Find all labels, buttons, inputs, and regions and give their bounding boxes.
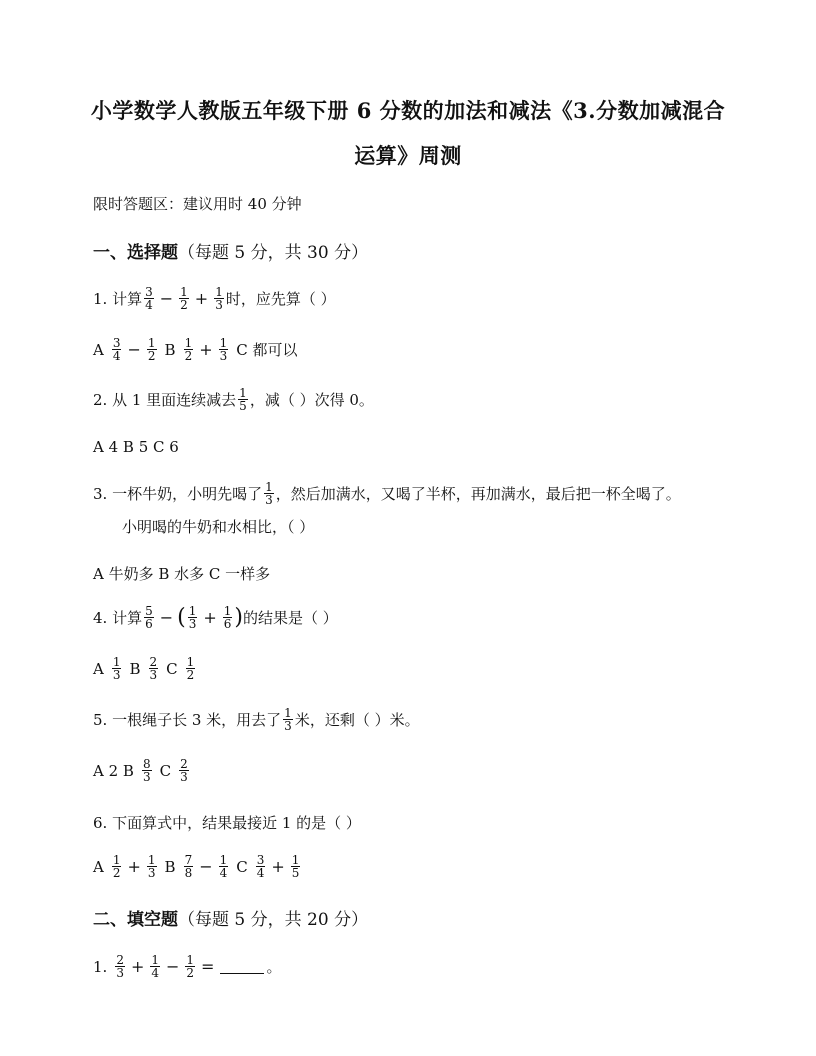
question-5-options xyxy=(93,758,191,783)
fraction: $\frac{1}{2}$ xyxy=(147,336,156,363)
section-score-note: （每题 5 分，共 30 分） xyxy=(178,243,369,263)
section-title: 一、选择题 xyxy=(93,243,178,263)
question-3-options: A 牛奶多 B 水多 C 一样多 xyxy=(93,565,271,583)
question-1 xyxy=(93,286,336,311)
fraction: $\frac{8}{3}$ xyxy=(142,757,151,784)
fraction: $\frac{2}{3}$ xyxy=(116,953,124,980)
section-heading-choice xyxy=(93,238,368,263)
operator: + xyxy=(203,608,217,627)
question-text: ，减（ ）次得 0。 xyxy=(249,391,374,409)
question-text: 的结果是（ ） xyxy=(243,609,338,627)
fraction: $\frac{1}{3}$ xyxy=(112,655,121,682)
fraction: $\frac{1}{5}$ xyxy=(291,853,300,880)
fraction: $\frac{3}{4}$ xyxy=(112,336,121,363)
question-number: 1. xyxy=(93,957,108,976)
fraction: $\frac{1}{3}$ xyxy=(215,285,223,312)
question-text: 。 xyxy=(266,958,282,976)
question-text: 2. 从 1 里面连续减去 xyxy=(93,391,237,409)
question-2-options: A 4 B 5 C 6 xyxy=(93,438,179,456)
fraction: $\frac{1}{3}$ xyxy=(147,853,156,880)
option-a-label: A xyxy=(93,659,104,678)
fraction: $\frac{1}{6}$ xyxy=(223,604,232,631)
fraction: $\frac{1}{5}$ xyxy=(239,386,247,413)
operator: − xyxy=(159,289,174,308)
fraction: $\frac{1}{3}$ xyxy=(284,706,292,733)
fill-question-1 xyxy=(93,954,281,979)
fraction: $\frac{2}{3}$ xyxy=(149,655,158,682)
question-1-options xyxy=(93,337,298,362)
question-6-options xyxy=(93,854,302,879)
answer-blank[interactable] xyxy=(220,959,264,974)
operator: − xyxy=(199,857,213,876)
operator: + xyxy=(271,857,285,876)
option-b-label: B xyxy=(164,857,176,876)
option-c-label: C xyxy=(159,761,172,780)
question-text: 米，还剩（ ）米。 xyxy=(294,711,420,729)
operator: + xyxy=(199,340,213,359)
fraction: $\frac{1}{2}$ xyxy=(184,336,193,363)
question-3 xyxy=(93,481,681,506)
operator: + xyxy=(194,289,209,308)
question-5 xyxy=(93,707,420,732)
fraction: $\frac{3}{4}$ xyxy=(256,853,265,880)
operator: + xyxy=(127,857,141,876)
right-parenthesis: ) xyxy=(234,604,244,630)
section-score-note: （每题 5 分，共 20 分） xyxy=(178,910,369,930)
fraction: $\frac{1}{3}$ xyxy=(265,480,273,507)
option-c-label: C xyxy=(166,659,178,678)
fraction: $\frac{3}{4}$ xyxy=(145,285,153,312)
fraction: $\frac{5}{6}$ xyxy=(145,604,153,631)
fraction: $\frac{1}{3}$ xyxy=(219,336,228,363)
section-title: 二、填空题 xyxy=(93,910,178,930)
option-b-label: B xyxy=(164,340,176,359)
option-a-label: A xyxy=(93,340,104,359)
fraction: $\frac{1}{2}$ xyxy=(186,953,195,980)
question-text: 1. 计算 xyxy=(93,290,143,308)
question-3-line2: 小明喝的牛奶和水相比，（ ） xyxy=(122,518,315,536)
question-text: 4. 计算 xyxy=(93,609,143,627)
time-note: 限时答题区：建议用时 40 分钟 xyxy=(93,195,302,213)
operator: + xyxy=(130,957,145,976)
document-title-line2: 运算》周测 xyxy=(354,143,462,168)
fraction: $\frac{7}{8}$ xyxy=(184,853,193,880)
fraction: $\frac{2}{3}$ xyxy=(180,757,188,784)
fraction: $\frac{1}{3}$ xyxy=(188,604,197,631)
question-text: 3. 一杯牛奶，小明先喝了 xyxy=(93,485,263,503)
section-heading-fill xyxy=(93,905,368,930)
question-4-options xyxy=(93,656,197,681)
question-text: 时，应先算（ ） xyxy=(225,290,336,308)
question-6: 6. 下面算式中，结果最接近 1 的是（ ） xyxy=(93,814,361,832)
fraction: $\frac{1}{2}$ xyxy=(186,655,195,682)
equals-sign: = xyxy=(201,957,215,976)
operator: − xyxy=(127,340,141,359)
question-4 xyxy=(93,605,338,630)
left-parenthesis: ( xyxy=(177,604,186,630)
question-text: 5. 一根绳子长 3 米，用去了 xyxy=(93,711,282,729)
question-2 xyxy=(93,387,374,412)
question-text: ，然后加满水，又喝了半杯，再加满水，最后把一杯全喝了。 xyxy=(275,485,681,503)
option-c-label: C 都可以 xyxy=(236,341,298,359)
fraction: $\frac{1}{4}$ xyxy=(151,953,159,980)
option-c-label: C xyxy=(236,857,248,876)
option-a-b-label: A 2 B xyxy=(93,761,134,780)
fraction: $\frac{1}{4}$ xyxy=(219,853,228,880)
operator: − xyxy=(159,608,174,627)
option-b-label: B xyxy=(129,659,141,678)
fraction: $\frac{1}{2}$ xyxy=(180,285,188,312)
document-title-line1: 小学数学人教版五年级下册 6 分数的加法和减法《3.分数加减混合 xyxy=(90,98,726,123)
option-a-label: A xyxy=(93,857,104,876)
operator: − xyxy=(166,957,180,976)
fraction: $\frac{1}{2}$ xyxy=(112,853,121,880)
